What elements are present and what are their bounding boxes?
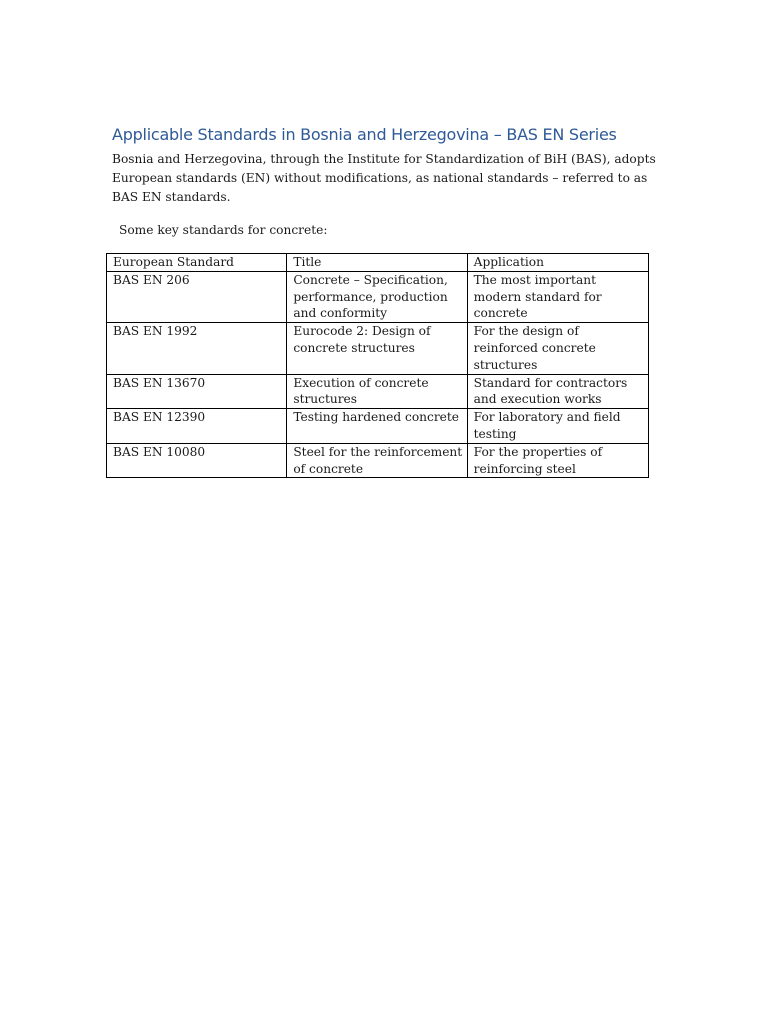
cell-application: For the properties of reinforcing steel [467,443,648,478]
table-row [107,409,649,444]
cell-standard: BAS EN 13670 [107,374,287,409]
table-row [107,323,649,374]
cell-application: For the design of reinforced concrete structures [467,323,648,374]
cell-title: Steel for the reinforcement of concrete [287,443,467,478]
cell-standard: BAS EN 12390 [107,409,287,444]
cell-application: The most important modern standard for concrete [467,271,648,322]
document-heading: Applicable Standards in Bosnia and Herzegovina – BAS EN Series [112,125,617,144]
cell-application: Standard for contractors and execution works [467,374,648,409]
cell-standard: BAS EN 206 [107,271,287,322]
cell-title: Testing hardened concrete [287,409,467,444]
lead-paragraph: Some key standards for concrete: [119,223,328,237]
cell-application: For laboratory and field testing [467,409,648,444]
header-title: Title [287,254,467,272]
cell-standard: BAS EN 1992 [107,323,287,374]
intro-paragraph: Bosnia and Herzegovina, through the Institute for Standardization of BiH (BAS), adopts European standards (EN) without modifications, as national standards – referred to as BAS EN standards. [112,152,656,204]
table-row [107,271,649,322]
header-european-standard: European Standard [107,254,287,272]
cell-standard: BAS EN 10080 [107,443,287,478]
table-row [107,443,649,478]
cell-title: Eurocode 2: Design of concrete structures [287,323,467,374]
table-row [107,374,649,409]
header-application: Application [467,254,648,272]
cell-title: Execution of concrete structures [287,374,467,409]
cell-title: Concrete – Specification, performance, production and conformity [287,271,467,322]
standards-table [106,253,649,478]
document-page [112,122,657,239]
table-header-row [107,254,649,272]
